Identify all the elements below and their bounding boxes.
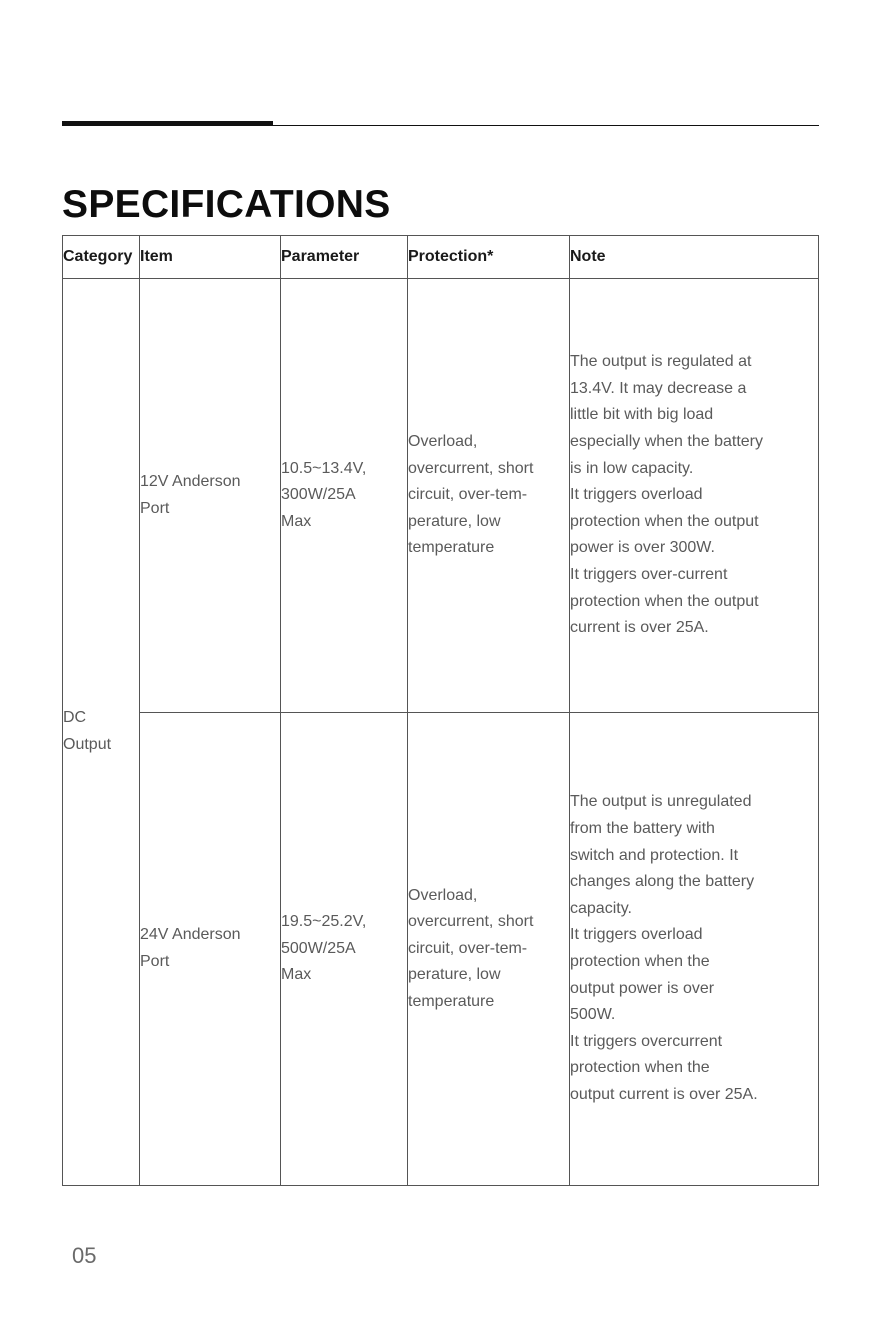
note-line: capacity. xyxy=(570,899,632,917)
item-line: Port xyxy=(140,499,170,517)
protection-line: temperature xyxy=(408,539,495,557)
note-cell xyxy=(570,713,819,1186)
item-line: 24V Anderson xyxy=(140,926,241,944)
header-parameter: Parameter xyxy=(281,236,408,279)
specifications-table xyxy=(62,235,819,1186)
note-cell xyxy=(570,279,819,713)
item-line: 12V Anderson xyxy=(140,472,241,490)
note-line: It triggers overload xyxy=(570,926,703,944)
parameter-line: Max xyxy=(281,966,312,984)
protection-line: circuit, over-tem- xyxy=(408,486,528,504)
parameter-cell xyxy=(281,279,408,713)
note-line: protection when the xyxy=(570,953,710,970)
protection-line: perature, low xyxy=(408,512,501,530)
header-category: Category xyxy=(63,236,140,279)
note-line: is in low capacity. xyxy=(570,459,694,477)
category-line: Output xyxy=(63,736,112,753)
header-protection: Protection* xyxy=(408,236,570,279)
parameter-cell xyxy=(281,713,408,1186)
note-line: current is over 25A. xyxy=(570,619,709,637)
protection-line: overcurrent, short xyxy=(408,459,534,477)
header-item: Item xyxy=(140,236,281,279)
note-line: changes along the battery xyxy=(570,873,755,891)
note-line: It triggers overload xyxy=(570,486,703,504)
note-line: It triggers overcurrent xyxy=(570,1032,723,1050)
page-number: 05 xyxy=(72,1243,97,1268)
note-line: 500W. xyxy=(570,1006,616,1024)
parameter-line: 10.5~13.4V, xyxy=(281,459,367,477)
category-cell xyxy=(63,279,140,1186)
protection-line: temperature xyxy=(408,992,495,1010)
protection-line: perature, low xyxy=(408,966,501,984)
protection-line: overcurrent, short xyxy=(408,913,534,931)
note-line: switch and protection. It xyxy=(570,846,739,864)
note-line: protection when the xyxy=(570,1059,710,1077)
category-line: DC xyxy=(63,709,87,727)
note-line: power is over 300W. xyxy=(570,539,715,557)
note-line: The output is unregulated xyxy=(570,793,752,811)
parameter-line: 300W/25A xyxy=(281,486,356,504)
parameter-line: 19.5~25.2V, xyxy=(281,913,367,931)
note-line: output current is over 25A. xyxy=(570,1085,758,1103)
protection-line: Overload, xyxy=(408,433,478,451)
note-line: protection when the output xyxy=(570,512,759,530)
parameter-line: Max xyxy=(281,512,312,530)
parameter-line: 500W/25A xyxy=(281,939,356,957)
note-line: little bit with big load xyxy=(570,406,714,424)
protection-cell xyxy=(408,279,570,713)
item-cell xyxy=(140,279,281,713)
protection-line: Overload, xyxy=(408,886,478,904)
table-row xyxy=(63,713,819,1186)
header-note: Note xyxy=(570,236,819,279)
note-line: from the battery with xyxy=(570,820,715,838)
item-line: Port xyxy=(140,953,170,970)
page-title: SPECIFICATIONS xyxy=(62,183,391,226)
note-line: It triggers over-current xyxy=(570,565,728,583)
table-header-row xyxy=(63,236,819,279)
protection-cell xyxy=(408,713,570,1186)
header-rule-thick xyxy=(62,121,273,126)
note-line: The output is regulated at xyxy=(570,353,752,371)
table-row xyxy=(63,279,819,713)
note-line: output power is over xyxy=(570,979,715,997)
protection-line: circuit, over-tem- xyxy=(408,939,528,957)
item-cell xyxy=(140,713,281,1186)
note-line: 13.4V. It may decrease a xyxy=(570,379,747,397)
note-line: protection when the output xyxy=(570,592,759,610)
note-line: especially when the battery xyxy=(570,433,763,451)
